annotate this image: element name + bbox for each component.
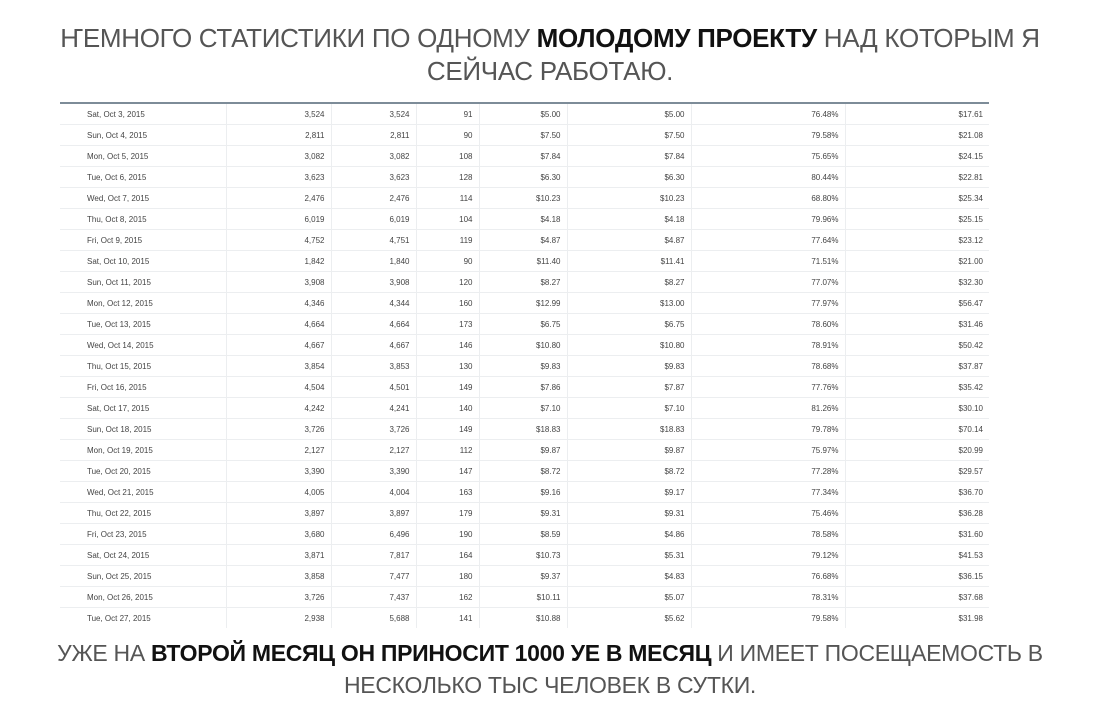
value-cell: 3,726 [226,587,331,608]
percent-cell: 79.12% [691,545,845,566]
date-cell: Sat, Oct 24, 2015 [60,545,226,566]
value-cell: 3,390 [226,461,331,482]
value-cell: 2,127 [226,440,331,461]
price-cell: $9.87 [479,440,567,461]
percent-cell: 79.78% [691,419,845,440]
total-cell: $17.61 [845,104,989,125]
percent-cell: 78.58% [691,524,845,545]
count-cell: 149 [416,419,479,440]
value-cell: 3,680 [226,524,331,545]
table-row [60,104,989,125]
price-cell: $7.10 [479,398,567,419]
heading-line-2: СЕЙЧАС РАБОТАЮ. [426,56,674,86]
price-cell: $10.23 [479,188,567,209]
price-cell: $8.59 [479,524,567,545]
total-cell: $25.15 [845,209,989,230]
price-cell: $8.27 [567,272,691,293]
date-cell: Tue, Oct 27, 2015 [60,608,226,629]
percent-cell: 78.60% [691,314,845,335]
count-cell: 104 [416,209,479,230]
value-cell: 4,664 [331,314,416,335]
price-cell: $11.40 [479,251,567,272]
percent-cell: 77.07% [691,272,845,293]
percent-cell: 77.34% [691,482,845,503]
value-cell: 3,908 [226,272,331,293]
footer-line-1 [0,637,1100,669]
date-cell: Mon, Oct 5, 2015 [60,146,226,167]
footer-text: И ИМЕЕТ ПОСЕЩАЕМОСТЬ В [717,640,1043,666]
value-cell: 1,840 [331,251,416,272]
value-cell: 3,623 [226,167,331,188]
price-cell: $5.62 [567,608,691,629]
table-row [60,587,989,608]
value-cell: 3,726 [226,419,331,440]
price-cell: $7.50 [567,125,691,146]
total-cell: $41.53 [845,545,989,566]
percent-cell: 77.28% [691,461,845,482]
date-cell: Sun, Oct 25, 2015 [60,566,226,587]
percent-cell: 75.97% [691,440,845,461]
date-cell: Sat, Oct 10, 2015 [60,251,226,272]
price-cell: $5.31 [567,545,691,566]
table-row [60,461,989,482]
date-cell: Sun, Oct 4, 2015 [60,125,226,146]
date-cell: Fri, Oct 16, 2015 [60,377,226,398]
value-cell: 3,897 [226,503,331,524]
value-cell: 4,501 [331,377,416,398]
price-cell: $4.87 [479,230,567,251]
price-cell: $10.73 [479,545,567,566]
total-cell: $21.00 [845,251,989,272]
date-cell: Sat, Oct 3, 2015 [60,104,226,125]
value-cell: 3,390 [331,461,416,482]
value-cell: 4,751 [331,230,416,251]
count-cell: 141 [416,608,479,629]
table-row [60,503,989,524]
percent-cell: 79.58% [691,125,845,146]
total-cell: $50.42 [845,335,989,356]
value-cell: 3,854 [226,356,331,377]
count-cell: 173 [416,314,479,335]
table-row [60,125,989,146]
price-cell: $7.10 [567,398,691,419]
value-cell: 2,811 [331,125,416,146]
count-cell: 149 [416,377,479,398]
price-cell: $18.83 [567,419,691,440]
value-cell: 6,019 [331,209,416,230]
price-cell: $18.83 [479,419,567,440]
price-cell: $6.30 [479,167,567,188]
price-cell: $10.23 [567,188,691,209]
price-cell: $6.30 [567,167,691,188]
price-cell: $4.18 [567,209,691,230]
price-cell: $10.88 [479,608,567,629]
total-cell: $70.14 [845,419,989,440]
price-cell: $4.87 [567,230,691,251]
footer-emphasis: ВТОРОЙ МЕСЯЦ ОН ПРИНОСИТ 1000 УЕ В МЕСЯЦ [151,640,712,666]
count-cell: 90 [416,125,479,146]
count-cell: 114 [416,188,479,209]
table-row [60,293,989,314]
percent-cell: 78.91% [691,335,845,356]
table-row [60,230,989,251]
date-cell: Sun, Oct 11, 2015 [60,272,226,293]
total-cell: $31.60 [845,524,989,545]
date-cell: Wed, Oct 21, 2015 [60,482,226,503]
count-cell: 140 [416,398,479,419]
price-cell: $7.50 [479,125,567,146]
count-cell: 190 [416,524,479,545]
date-cell: Sat, Oct 17, 2015 [60,398,226,419]
total-cell: $37.87 [845,356,989,377]
count-cell: 119 [416,230,479,251]
table-row [60,545,989,566]
heading-line-1 [0,22,1100,55]
percent-cell: 77.64% [691,230,845,251]
heading-text: НАД КОТОРЫМ Я [823,23,1040,53]
value-cell: 5,688 [331,608,416,629]
count-cell: 146 [416,335,479,356]
price-cell: $4.83 [567,566,691,587]
total-cell: $36.15 [845,566,989,587]
count-cell: 112 [416,440,479,461]
date-cell: Thu, Oct 15, 2015 [60,356,226,377]
total-cell: $21.08 [845,125,989,146]
value-cell: 3,623 [331,167,416,188]
total-cell: $32.30 [845,272,989,293]
price-cell: $8.72 [567,461,691,482]
table-row [60,167,989,188]
value-cell: 4,241 [331,398,416,419]
count-cell: 130 [416,356,479,377]
percent-cell: 80.44% [691,167,845,188]
total-cell: $35.42 [845,377,989,398]
total-cell: $56.47 [845,293,989,314]
value-cell: 3,726 [331,419,416,440]
table-row [60,335,989,356]
table-row [60,209,989,230]
price-cell: $5.00 [567,104,691,125]
value-cell: 1,842 [226,251,331,272]
table-row [60,377,989,398]
price-cell: $12.99 [479,293,567,314]
price-cell: $6.75 [567,314,691,335]
price-cell: $7.84 [567,146,691,167]
price-cell: $6.75 [479,314,567,335]
value-cell: 2,938 [226,608,331,629]
date-cell: Thu, Oct 22, 2015 [60,503,226,524]
price-cell: $9.31 [567,503,691,524]
price-cell: $11.41 [567,251,691,272]
percent-cell: 78.31% [691,587,845,608]
date-cell: Fri, Oct 23, 2015 [60,524,226,545]
page-footer-text [0,637,1100,701]
percent-cell: 78.68% [691,356,845,377]
total-cell: $37.68 [845,587,989,608]
value-cell: 4,005 [226,482,331,503]
value-cell: 3,908 [331,272,416,293]
value-cell: 3,858 [226,566,331,587]
table-row [60,146,989,167]
price-cell: $4.86 [567,524,691,545]
value-cell: 2,127 [331,440,416,461]
count-cell: 160 [416,293,479,314]
date-cell: Tue, Oct 13, 2015 [60,314,226,335]
price-cell: $8.72 [479,461,567,482]
count-cell: 179 [416,503,479,524]
value-cell: 3,082 [226,146,331,167]
price-cell: $7.84 [479,146,567,167]
total-cell: $36.28 [845,503,989,524]
percent-cell: 68.80% [691,188,845,209]
table-row [60,314,989,335]
price-cell: $7.86 [479,377,567,398]
price-cell: $9.83 [567,356,691,377]
date-cell: Sun, Oct 18, 2015 [60,419,226,440]
count-cell: 147 [416,461,479,482]
date-cell: Mon, Oct 26, 2015 [60,587,226,608]
price-cell: $9.17 [567,482,691,503]
value-cell: 4,664 [226,314,331,335]
price-cell: $4.18 [479,209,567,230]
value-cell: 7,817 [331,545,416,566]
price-cell: $9.37 [479,566,567,587]
percent-cell: 76.68% [691,566,845,587]
total-cell: $25.34 [845,188,989,209]
value-cell: 4,344 [331,293,416,314]
value-cell: 7,477 [331,566,416,587]
value-cell: 3,082 [331,146,416,167]
table-row [60,356,989,377]
date-cell: Mon, Oct 12, 2015 [60,293,226,314]
heading-text: ҤЕМНОГО СТАТИСТИКИ ПО ОДНОМУ [60,23,530,53]
percent-cell: 75.46% [691,503,845,524]
table-row [60,608,989,629]
value-cell: 3,853 [331,356,416,377]
date-cell: Mon, Oct 19, 2015 [60,440,226,461]
date-cell: Wed, Oct 14, 2015 [60,335,226,356]
percent-cell: 79.58% [691,608,845,629]
stats-table [60,104,989,628]
value-cell: 2,476 [226,188,331,209]
stats-table-container [60,102,989,628]
count-cell: 108 [416,146,479,167]
percent-cell: 79.96% [691,209,845,230]
price-cell: $9.31 [479,503,567,524]
table-row [60,482,989,503]
date-cell: Tue, Oct 20, 2015 [60,461,226,482]
table-row [60,251,989,272]
table-row [60,524,989,545]
percent-cell: 75.65% [691,146,845,167]
heading-emphasis: МОЛОДОМУ ПРОЕКТУ [536,23,817,53]
price-cell: $7.87 [567,377,691,398]
count-cell: 90 [416,251,479,272]
value-cell: 4,667 [226,335,331,356]
price-cell: $10.11 [479,587,567,608]
count-cell: 91 [416,104,479,125]
value-cell: 3,897 [331,503,416,524]
value-cell: 2,476 [331,188,416,209]
total-cell: $23.12 [845,230,989,251]
price-cell: $13.00 [567,293,691,314]
date-cell: Tue, Oct 6, 2015 [60,167,226,188]
table-row [60,440,989,461]
value-cell: 4,667 [331,335,416,356]
date-cell: Thu, Oct 8, 2015 [60,209,226,230]
percent-cell: 81.26% [691,398,845,419]
value-cell: 4,004 [331,482,416,503]
count-cell: 180 [416,566,479,587]
count-cell: 162 [416,587,479,608]
footer-text: УЖЕ НА [57,640,145,666]
table-row [60,566,989,587]
percent-cell: 77.97% [691,293,845,314]
value-cell: 4,242 [226,398,331,419]
value-cell: 3,871 [226,545,331,566]
value-cell: 2,811 [226,125,331,146]
total-cell: $20.99 [845,440,989,461]
price-cell: $9.87 [567,440,691,461]
price-cell: $10.80 [567,335,691,356]
price-cell: $5.00 [479,104,567,125]
percent-cell: 71.51% [691,251,845,272]
price-cell: $8.27 [479,272,567,293]
total-cell: $24.15 [845,146,989,167]
count-cell: 164 [416,545,479,566]
stats-table-body [60,104,989,628]
table-row [60,398,989,419]
total-cell: $31.46 [845,314,989,335]
total-cell: $29.57 [845,461,989,482]
date-cell: Fri, Oct 9, 2015 [60,230,226,251]
total-cell: $31.98 [845,608,989,629]
total-cell: $36.70 [845,482,989,503]
price-cell: $9.16 [479,482,567,503]
table-row [60,272,989,293]
value-cell: 6,019 [226,209,331,230]
page-heading [0,22,1100,88]
value-cell: 3,524 [226,104,331,125]
table-row [60,188,989,209]
value-cell: 4,346 [226,293,331,314]
value-cell: 3,524 [331,104,416,125]
total-cell: $30.10 [845,398,989,419]
value-cell: 6,496 [331,524,416,545]
count-cell: 128 [416,167,479,188]
footer-line-2: НЕСКОЛЬКО ТЫС ЧЕЛОВЕК В СУТКИ. [343,672,757,698]
price-cell: $10.80 [479,335,567,356]
table-row [60,419,989,440]
value-cell: 7,437 [331,587,416,608]
price-cell: $5.07 [567,587,691,608]
count-cell: 120 [416,272,479,293]
price-cell: $9.83 [479,356,567,377]
total-cell: $22.81 [845,167,989,188]
count-cell: 163 [416,482,479,503]
value-cell: 4,752 [226,230,331,251]
value-cell: 4,504 [226,377,331,398]
percent-cell: 77.76% [691,377,845,398]
percent-cell: 76.48% [691,104,845,125]
date-cell: Wed, Oct 7, 2015 [60,188,226,209]
